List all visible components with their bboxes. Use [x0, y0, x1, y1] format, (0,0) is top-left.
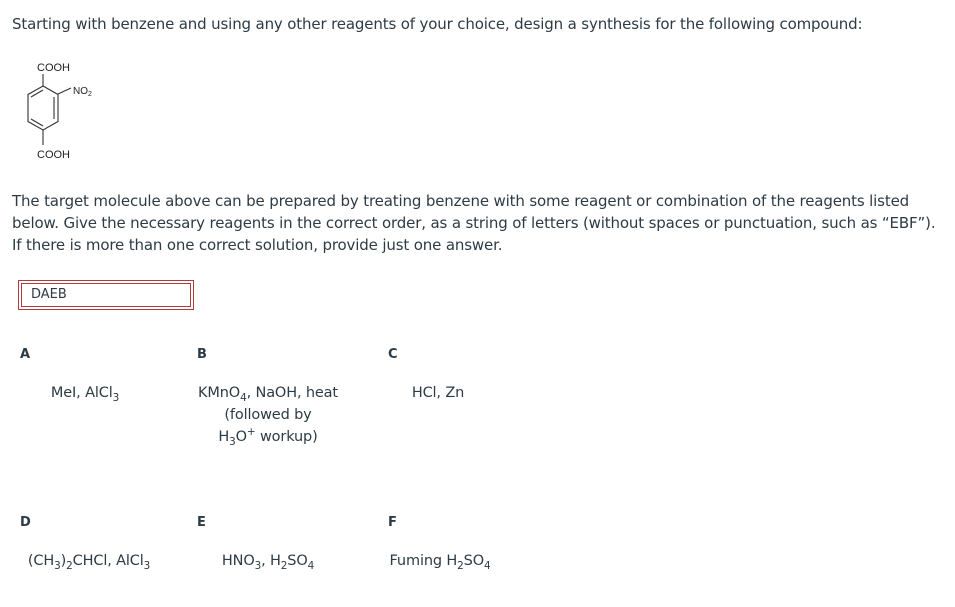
- answer-value[interactable]: DAEB: [21, 283, 191, 307]
- molecule-bottom-group: COOH: [37, 149, 70, 161]
- option-letter-f: F: [388, 515, 397, 530]
- option-reagent-c: HCl, Zn: [411, 385, 465, 401]
- question-prompt: Starting with benzene and using any other reagents of your choice, design a synthesis for the following compound:: [12, 15, 863, 33]
- option-reagent-b: KMnO$_4$, NaOH, heat (followed by $H_3O^+$ workup): [198, 385, 338, 448]
- molecule-top-group: COOH: [37, 62, 70, 74]
- answer-field[interactable]: [18, 280, 194, 310]
- option-reagent-e: $HNO_3$, $H_2SO_4$: [221, 553, 315, 572]
- molecule-side-group: $NO_2$: [73, 86, 92, 98]
- instructions-text: The target molecule above can be prepared by treating benzene with some reagent or combination of the reagents listed below. Give the necessary reagents in the correct order, as a string of letters (without spaces or punctuation, such as “EBF”). If there is more than one correct solution, provide just one answer.: [12, 192, 936, 254]
- target-molecule-structure: [0, 0, 120, 170]
- option-reagent-a: MeI, AlCl$_3$: [50, 385, 120, 404]
- option-reagent-d: $(CH_3)_2CHCl$, AlCl$_3$: [27, 553, 151, 572]
- option-letter-a: A: [20, 347, 31, 362]
- option-reagent-f: Fuming $H_2SO_4$: [389, 553, 491, 572]
- option-letter-c: C: [388, 347, 398, 362]
- option-letter-e: E: [197, 515, 206, 530]
- option-letter-b: B: [197, 347, 207, 362]
- option-letter-d: D: [20, 515, 31, 530]
